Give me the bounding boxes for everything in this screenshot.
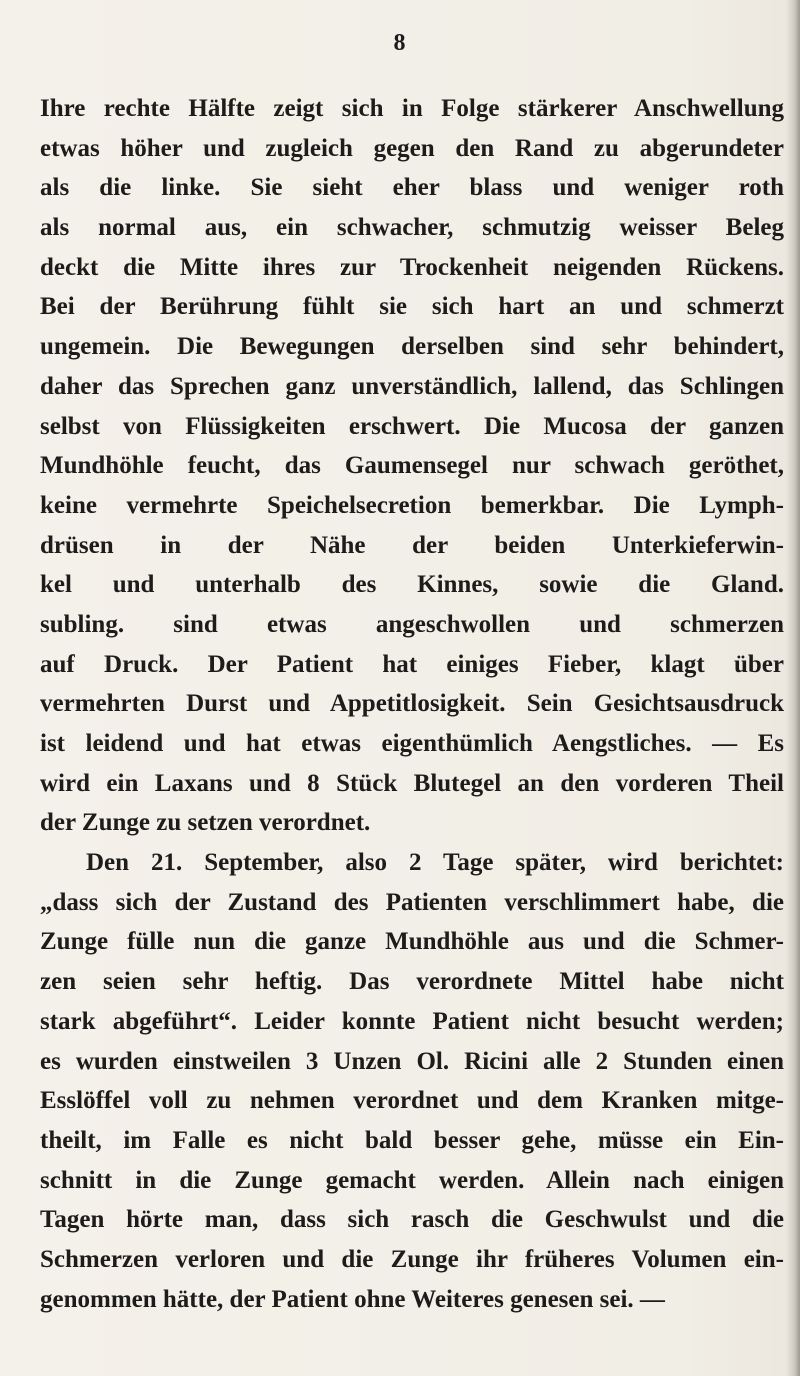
text-line: stark abgeführt“. Leider konnte Patient nicht besucht werden; xyxy=(40,1007,784,1035)
text-line: kel und unterhalb des Kinnes, sowie die Gland. xyxy=(40,571,784,599)
body-text xyxy=(40,89,784,1319)
page-number: 8 xyxy=(393,30,407,56)
text-line: wird ein Laxans und 8 Stück Blutegel an den vorderen Theil xyxy=(40,769,784,797)
text-line: Zunge fülle nun die ganze Mundhöhle aus und die Schmer- xyxy=(40,928,784,956)
text-line: Esslöffel voll zu nehmen verordnet und dem Kranken mitge- xyxy=(40,1087,784,1115)
text-line: Mundhöhle feucht, das Gaumensegel nur schwach geröthet, xyxy=(40,452,784,480)
text-line: ungemein. Die Bewegungen derselben sind sehr behindert, xyxy=(40,333,784,361)
text-line: Tagen hörte man, dass sich rasch die Geschwulst und die xyxy=(40,1206,784,1234)
text-line: genommen hätte, der Patient ohne Weiteres genesen sei. — xyxy=(40,1285,665,1313)
text-line: etwas höher und zugleich gegen den Rand zu abgerundeter xyxy=(40,134,784,162)
text-line: Schmerzen verloren und die Zunge ihr früheres Volumen ein- xyxy=(40,1245,784,1273)
text-line: keine vermehrte Speichelsecretion bemerkbar. Die Lymph- xyxy=(40,491,784,519)
text-line: auf Druck. Der Patient hat einiges Fieber, klagt über xyxy=(40,650,784,678)
text-line: ist leidend und hat etwas eigenthümlich Aengstliches. — Es xyxy=(40,730,784,757)
text-line: daher das Sprechen ganz unverständlich, lallend, das Schlingen xyxy=(40,372,784,400)
page-edge-shadow xyxy=(786,0,800,1376)
text-line: deckt die Mitte ihres zur Trockenheit neigenden Rückens. xyxy=(40,253,784,281)
text-line: drüsen in der Nähe der beiden Unterkieferwin- xyxy=(40,531,784,559)
text-line: der Zunge zu setzen verordnet. xyxy=(40,809,371,837)
text-line: als die linke. Sie sieht eher blass und weniger roth xyxy=(40,174,784,202)
text-line: als normal aus, ein schwacher, schmutzig weisser Beleg xyxy=(40,214,784,242)
text-line: es wurden einstweilen 3 Unzen Ol. Ricini alle 2 Stunden einen xyxy=(40,1047,784,1075)
text-line: Ihre rechte Hälfte zeigt sich in Folge stärkerer Anschwellung xyxy=(40,95,784,122)
text-line: selbst von Flüssigkeiten erschwert. Die Mucosa der ganzen xyxy=(40,412,784,440)
text-line: schnitt in die Zunge gemacht werden. Allein nach einigen xyxy=(40,1166,784,1194)
text-line: Bei der Berührung fühlt sie sich hart an und schmerzt xyxy=(40,293,784,321)
text-line: Den 21. September, also 2 Tage später, wird berichtet: xyxy=(86,849,784,877)
text-line: vermehrten Durst und Appetitlosigkeit. Sein Gesichtsausdruck xyxy=(40,690,784,718)
text-line: „dass sich der Zustand des Patienten verschlimmert habe, die xyxy=(40,888,784,916)
text-line: subling. sind etwas angeschwollen und schmerzen xyxy=(40,610,784,638)
text-line: theilt, im Falle es nicht bald besser gehe, müsse ein Ein- xyxy=(40,1126,784,1154)
text-line: zen seien sehr heftig. Das verordnete Mittel habe nicht xyxy=(40,968,784,996)
